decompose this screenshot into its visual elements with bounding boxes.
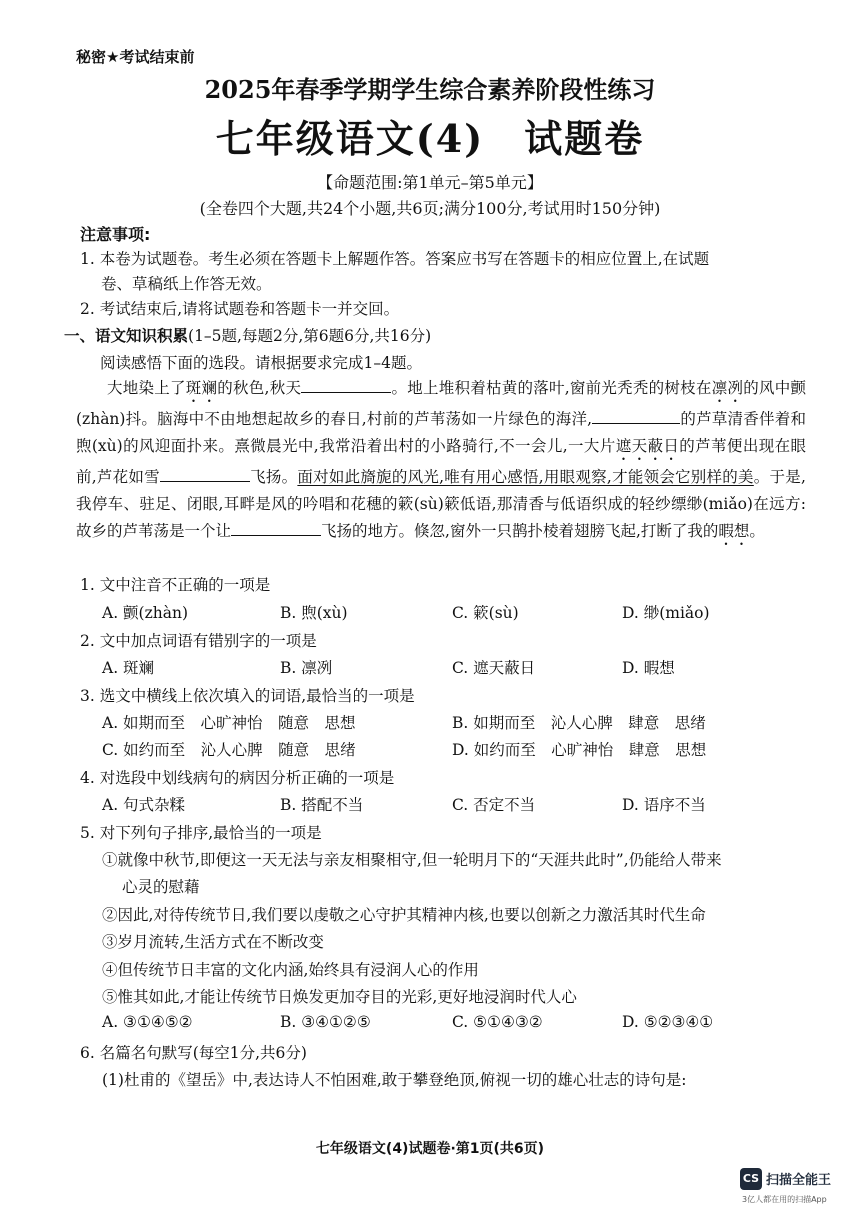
passage-text: 的芦草清香伴着和煦(xù)的风迎面扑来。熹微晨光中,我常沿着出村的小路骑行,不一会儿,一大片 [76,410,806,455]
question-2-stem: 2. 文中加点词语有错别字的一项是 [80,632,317,650]
notes-heading: 注意事项: [80,225,151,244]
q5-sentence-2: ②因此,对待传统节日,我们要以虔敬之心守护其精神内核,也要以创新之力激活其时代生命 [102,906,706,924]
q5-sentence-3: ③岁月流转,生活方式在不断改变 [102,933,324,951]
q6-note: (每空1分,共6分) [192,1044,307,1062]
q2-option-a: A. 斑斓 [102,659,155,677]
section-1-heading [64,324,431,346]
passage-text: 。地上堆积着枯黄的落叶,窗前光秃秃的树枝在 [391,379,712,397]
exam-title: 七年级语文(4) 试题卷 [215,116,645,161]
scanner-app-tagline: 3亿人都在用的扫描App [742,1195,827,1204]
question-6-stem [80,1041,307,1063]
exam-series-title: 2025年春季学期学生综合素养阶段性练习 [204,75,656,104]
note-2: 2. 考试结束后,请将试题卷和答题卡一并交回。 [80,300,400,318]
section-1-note: (1–5题,每题2分,第6题6分,共16分) [188,327,432,345]
q6-title: 6. 名篇名句默写 [80,1044,193,1062]
passage-text: 飞扬的地方。倏忽,窗外一只鹊扑棱着翅膀飞起,打断了我的 [321,522,719,540]
q5-sentence-5: ⑤惟其如此,才能让传统节日焕发更加夺目的光彩,更好地浸润时代人心 [102,988,577,1006]
q3-option-a: A. 如期而至 心旷神怡 随意 思想 [102,714,356,732]
q1-option-c: C. 簌(sù) [452,604,519,622]
q6-subquestion-1: (1)杜甫的《望岳》中,表达诗人不怕困难,敢于攀登绝顶,俯视一切的雄心壮志的诗句是: [102,1071,687,1089]
exam-scope: 【命题范围:第1单元–第5单元】 [317,173,543,192]
q3-option-d: D. 如约而至 心旷神怡 肆意 思想 [452,741,707,759]
passage-text: 。 [749,522,765,540]
q5-option-d: D. ⑤②③④① [622,1013,714,1031]
passage-text: 的芦苇便出现在眼前,芦花如雪 [76,437,806,486]
q5-sentence-1-line-1: ①就像中秋节,即便这一天无法与亲友相聚相守,但一轮明月下的“天涯共此时”,仍能给人带来 [102,851,722,869]
passage-text: 。于是,我停车、驻足、闭眼,耳畔是风的吟唱和花穗的簌(sù)簌低语,那清香与低语织成的轻纱缥缈(miǎo)在远方:故乡的芦苇荡是一个让 [76,468,806,540]
q3-option-c: C. 如约而至 沁人心脾 随意 思绪 [102,741,356,759]
page-footer: 七年级语文(4)试题卷·第1页(共6页) [315,1141,545,1157]
section-1-title: 一、语文知识积累 [64,327,189,345]
fill-blank-1 [301,378,391,393]
q5-option-a: A. ③①④⑤② [102,1013,193,1031]
fill-blank-3 [160,467,250,482]
note-1-line-1: 1. 本卷为试题卷。考生必须在答题卡上解题作答。答案应书写在答题卡的相应位置上,在试题 [80,250,710,268]
question-4-stem: 4. 对选段中划线病句的病因分析正确的一项是 [80,769,395,787]
passage-text: 的秋色,秋天 [217,379,302,397]
q4-option-c: C. 否定不当 [452,796,536,814]
note-1-line-2: 卷、草稿纸上作答无效。 [101,275,272,293]
dotted-word-2: 凛冽 [711,379,744,397]
q1-option-b: B. 煦(xù) [280,604,348,622]
fill-blank-4 [231,521,321,536]
q4-option-d: D. 语序不当 [622,796,706,814]
q3-option-b: B. 如期而至 沁人心脾 肆意 思绪 [452,714,706,732]
q2-option-b: B. 凛冽 [280,659,333,677]
passage-text: 飞扬。 [249,468,298,486]
dotted-word-1: 斑斓 [185,379,218,397]
q2-option-d: D. 暇想 [622,659,675,677]
confidential-label: 秘密★考试结束前 [76,48,195,66]
reading-passage [76,375,806,549]
passage-text: 大地染上了 [107,379,186,397]
question-3-stem: 3. 选文中横线上依次填入的词语,最恰当的一项是 [80,687,415,705]
q2-option-c: C. 遮天蔽日 [452,659,536,677]
q1-option-a: A. 颤(zhàn) [102,604,189,622]
q5-sentence-1-line-2: 心灵的慰藉 [122,878,200,896]
exam-summary: (全卷四个大题,共24个小题,共6页;满分100分,考试用时150分钟) [199,199,661,218]
question-1-stem: 1. 文中注音不正确的一项是 [80,576,271,594]
q4-option-b: B. 搭配不当 [280,796,364,814]
q5-sentence-4: ④但传统节日丰富的文化内涵,始终具有浸润人心的作用 [102,961,479,979]
question-5-stem: 5. 对下列句子排序,最恰当的一项是 [80,824,322,842]
q1-option-d: D. 缈(miǎo) [622,604,710,622]
scanner-logo-icon: CS [740,1168,762,1190]
passage-text: 的风中颤(zhàn)抖。脑海中不由地想起故乡的春日,村前的芦苇荡如一片绿色的海洋, [76,379,806,428]
scanner-app-name: 扫描全能王 [766,1173,832,1188]
dotted-word-3: 遮天蔽日 [615,437,680,455]
q5-option-b: B. ③④①②⑤ [280,1013,371,1031]
fill-blank-2 [592,409,680,424]
underlined-sentence: 面对如此旖旎的风光,唯有用心感悟,用眼观察,才能领会它别样的美 [297,468,754,486]
dotted-word-4: 暇想 [718,522,750,540]
section-1-intro: 阅读感悟下面的选段。请根据要求完成1–4题。 [100,354,422,372]
q5-option-c: C. ⑤①④③② [452,1013,543,1031]
q4-option-a: A. 句式杂糅 [102,796,186,814]
